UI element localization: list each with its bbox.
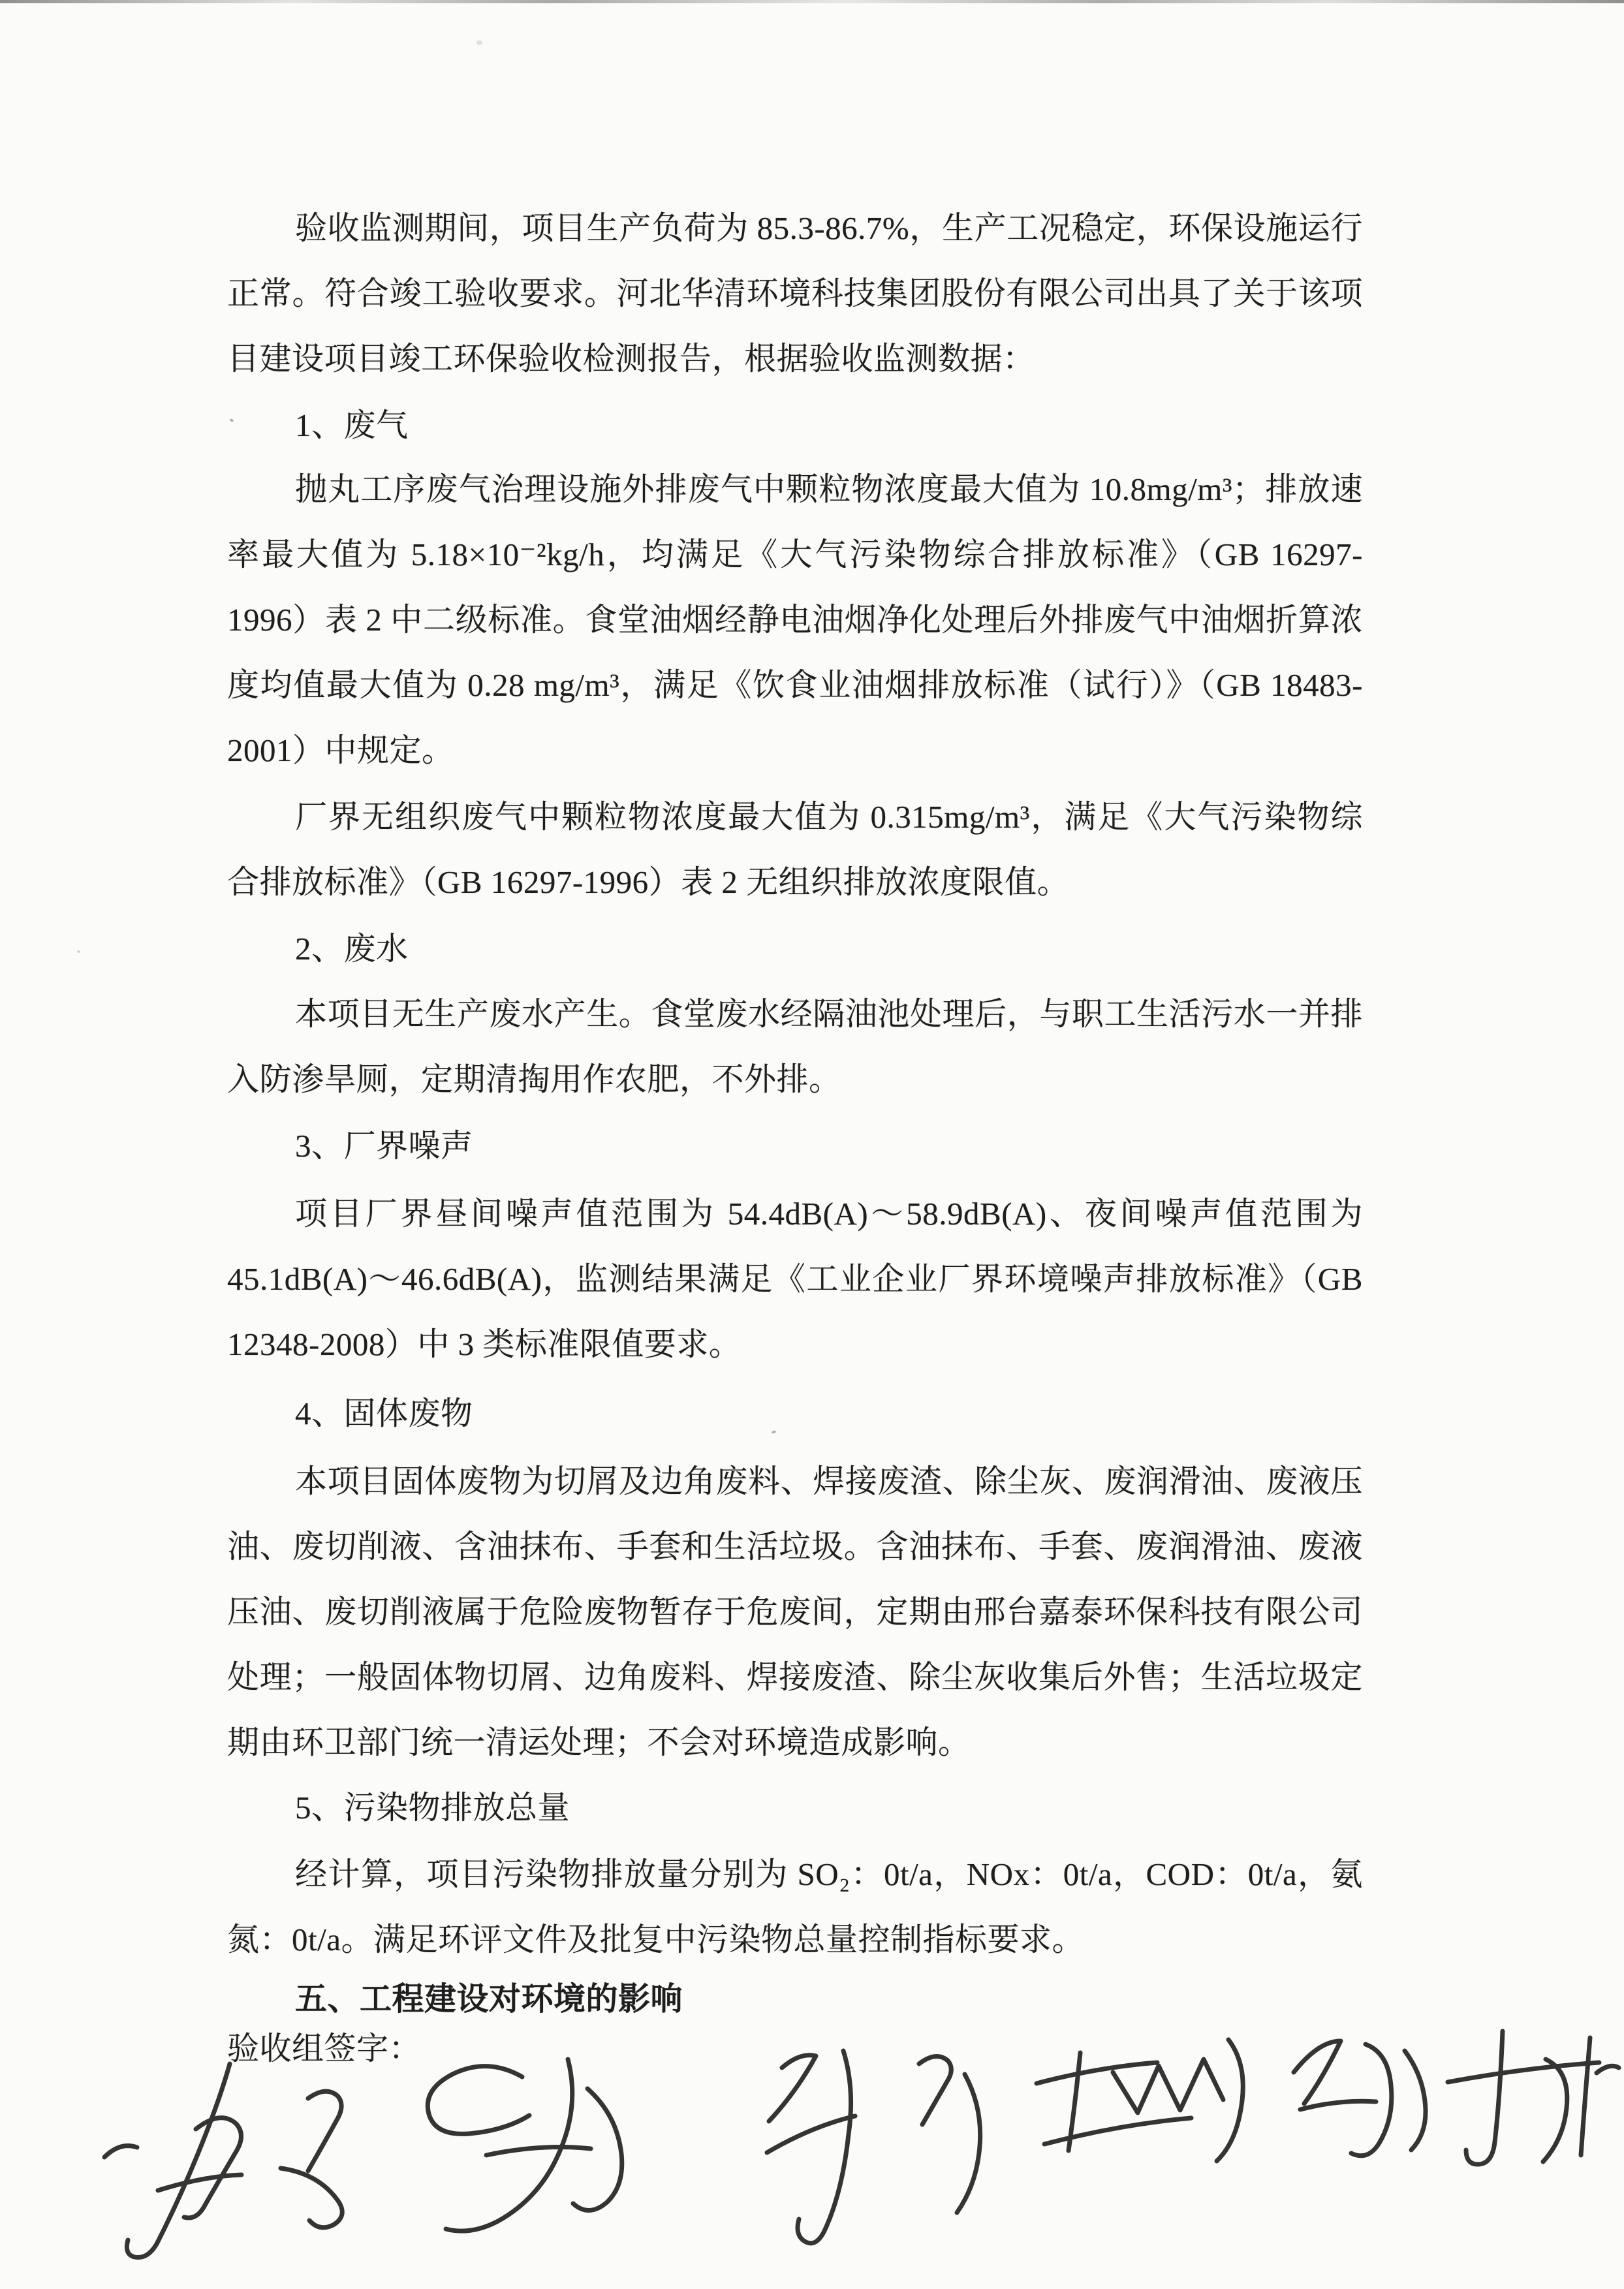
paragraph-fugitive-emission: 厂界无组织废气中颗粒物浓度最大值为 0.315mg/m³，满足《大气污染物综合排放标准》（GB 16297-1996）表 2 无组织排放浓度限值。: [227, 799, 1363, 900]
heading-solid-waste: 4、固体废物: [295, 1395, 473, 1431]
handwritten-signatures: [0, 1991, 1624, 2289]
handwritten-signature-4: [1037, 2040, 1243, 2161]
heading-waste-gas: 1、废气: [295, 407, 409, 443]
handwritten-signature-3: [767, 2051, 980, 2243]
scan-edge-artifact: [0, 0, 1624, 3]
handwritten-signature-2: [428, 2059, 622, 2231]
handwritten-signature-5: [1294, 2041, 1426, 2156]
paragraph-total-emission: 经计算，项目污染物排放量分别为 SO₂：0t/a，NOx：0t/a，COD：0t/a，氨氮：0t/a。满足环评文件及批复中污染物总量控制指标要求。: [227, 1856, 1363, 1957]
signature-label: 验收组签字：: [227, 2031, 422, 2066]
heading-total-emission: 5、污染物排放总量: [295, 1790, 570, 1826]
paragraph-solid-waste: 本项目固体废物为切屑及边角废料、焊接废渣、除尘灰、废润滑油、废液压油、废切削液、含油抹布、手套和生活垃圾。含油抹布、手套、废润滑油、废液压油、废切削液属于危险废物暂存于危废间，定期由邢台嘉泰环保科技有限公司处理；一般固体物切屑、边角废料、焊接废渣、除尘灰收集后外售；生活垃圾定期由环卫部门统一清运处理；不会对环境造成影响。: [227, 1463, 1363, 1760]
paragraph-waste-water: 本项目无生产废水产生。食堂废水经隔油池处理后，与职工生活污水一并排入防渗旱厕，定期清掏用作农肥，不外排。: [227, 996, 1363, 1097]
paragraph-monitoring-summary: 验收监测期间，项目生产负荷为 85.3-86.7%，生产工况稳定，环保设施运行正常。符合竣工验收要求。河北华清环境科技集团股份有限公司出具了关于该项目建设项目竣工环保验收检测报告，根据验收监测数据：: [227, 210, 1363, 377]
handwritten-signature-6: [1448, 2031, 1619, 2164]
handwritten-signature-1: [104, 2064, 342, 2258]
section-five-heading: 五、工程建设对环境的影响: [295, 1982, 683, 2017]
heading-waste-water: 2、废水: [295, 931, 409, 967]
heading-noise: 3、厂界噪声: [295, 1128, 473, 1164]
paragraph-noise: 项目厂界昼间噪声值范围为 54.4dB(A)～58.9dB(A)、夜间噪声值范围为 45.1dB(A)～46.6dB(A)，监测结果满足《工业企业厂界环境噪声排放标准》（GB 12348-2008）中 3 类标准限值要求。: [227, 1196, 1363, 1362]
paragraph-waste-gas: 抛丸工序废气治理设施外排废气中颗粒物浓度最大值为 10.8mg/m³；排放速率最大值为 5.18×10⁻²kg/h，均满足《大气污染物综合排放标准》（GB 16297-1996）表 2 中二级标准。食堂油烟经静电油烟净化处理后外排废气中油烟折算浓度均值最大值为 0.28 mg/m³，满足《饮食业油烟排放标准（试行）》（GB 18483-2001）中规定。: [227, 471, 1363, 768]
scan-speck: [77, 950, 80, 953]
scan-speck: [476, 40, 482, 45]
